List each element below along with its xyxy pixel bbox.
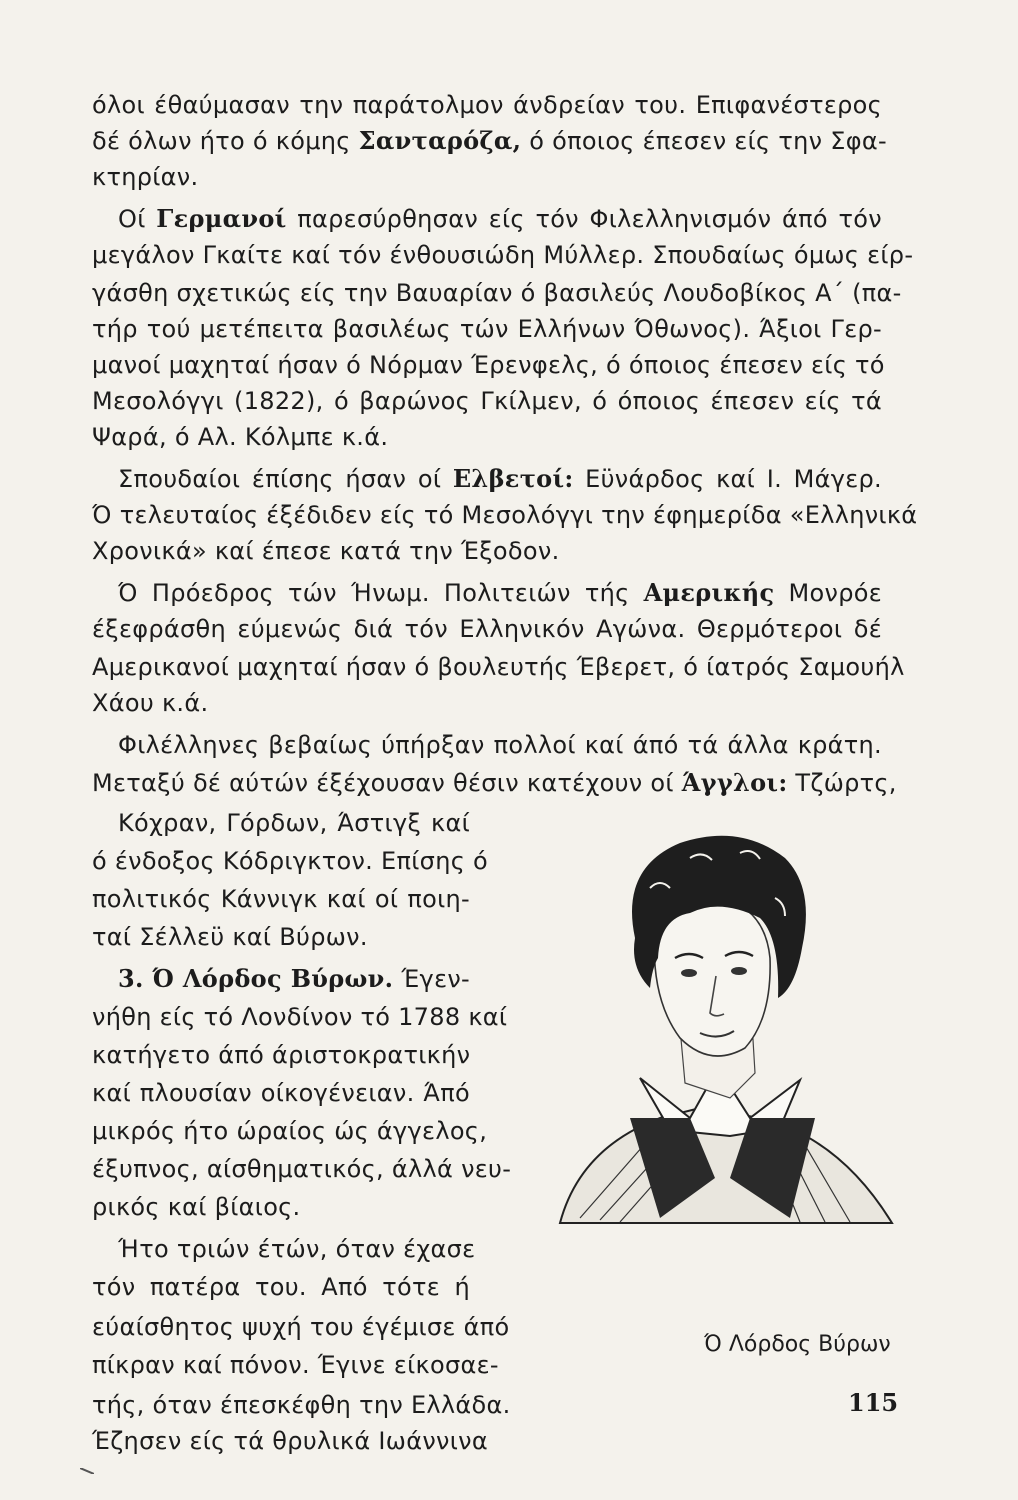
text-segment: γάσθη σχετικώς είς την Βαυαρίαν ό βασιλεύς Λουδοβίκος Α΄ (πα- bbox=[92, 279, 902, 307]
text-line bbox=[92, 1388, 511, 1422]
bold-term: 3. Ό Λόρδος Βύρων. bbox=[118, 964, 394, 993]
bold-term: Αμερικής bbox=[643, 578, 775, 607]
page-number: 115 bbox=[848, 1388, 899, 1417]
text-line bbox=[118, 728, 882, 762]
text-segment: Ό τελευταίος έξέδιδεν είς τό Μεσολόγγι την έφημερίδα «Ελληνικά bbox=[92, 501, 918, 529]
text-segment: Μεσολόγγι (1822), ό βαρώνος Γκίλμεν, ό όποιος έπεσεν είς τά bbox=[92, 387, 882, 415]
text-segment: όλοι έθαύμασαν την παράτολμον άνδρείαν του. Επιφανέστερος bbox=[92, 91, 882, 119]
text-line bbox=[92, 1270, 470, 1304]
bold-term: Άγγλοι: bbox=[681, 768, 788, 797]
text-line bbox=[92, 160, 882, 194]
text-line bbox=[92, 612, 882, 646]
text-segment: τής, όταν έπεσκέφθη την Ελλάδα. bbox=[92, 1391, 511, 1419]
bold-term: Σανταρόζα, bbox=[358, 126, 522, 155]
text-segment: Εϋνάρδος καί Ι. Μάγερ. bbox=[573, 465, 882, 493]
text-segment: έξεφράσθη εύμενώς διά τόν Ελληνικόν Αγώνα. Θερμότεροι δέ bbox=[92, 615, 882, 643]
text-line bbox=[92, 766, 897, 800]
text-line bbox=[92, 420, 882, 454]
text-line bbox=[118, 202, 882, 236]
text-segment: Ό Πρόεδρος τών Ήνωμ. Πολιτειών τής bbox=[118, 579, 644, 607]
text-segment: κτηρίαν. bbox=[92, 163, 199, 191]
text-line bbox=[92, 276, 902, 310]
text-line bbox=[92, 1424, 488, 1458]
text-line bbox=[118, 962, 470, 996]
bold-term: Ελβετοί: bbox=[452, 464, 574, 493]
text-line bbox=[92, 882, 470, 916]
portrait-caption: Ό Λόρδος Βύρων bbox=[704, 1332, 891, 1357]
text-line bbox=[92, 1076, 470, 1110]
text-segment: μεγάλον Γκαίτε καί τόν ένθουσιώδη Μύλλερ. Σπουδαίως όμως είρ- bbox=[92, 241, 914, 269]
text-segment: μικρός ήτο ώραίος ώς άγγελος, bbox=[92, 1117, 488, 1145]
text-line bbox=[92, 1190, 470, 1224]
text-line bbox=[92, 1000, 508, 1034]
text-line bbox=[92, 348, 885, 382]
byron-portrait bbox=[540, 818, 912, 1238]
text-segment: ταί Σέλλεϋ καί Βύρων. bbox=[92, 923, 368, 951]
text-segment: πίκραν καί πόνον. Έγινε είκοσαε- bbox=[92, 1351, 499, 1379]
text-line bbox=[92, 124, 887, 158]
text-segment: ό όποιος έπεσεν είς την Σφα- bbox=[521, 127, 887, 155]
text-segment: Έζησεν είς τά θρυλικά Ιωάννινα bbox=[92, 1427, 488, 1455]
text-line bbox=[118, 576, 882, 610]
text-line bbox=[92, 498, 918, 532]
text-line bbox=[118, 1232, 476, 1266]
text-segment: έξυπνος, αίσθηματικός, άλλά νευ- bbox=[92, 1155, 512, 1183]
text-line bbox=[92, 650, 905, 684]
text-segment: Κόχραν, Γόρδων, Άστιγξ καί bbox=[118, 809, 470, 837]
text-segment: Σπουδαίοι έπίσης ήσαν οί bbox=[118, 465, 453, 493]
text-line bbox=[118, 806, 470, 840]
text-line bbox=[92, 238, 914, 272]
text-line bbox=[92, 534, 882, 568]
text-segment: Μονρόε bbox=[774, 579, 883, 607]
text-segment: κατήγετο άπό άριστοκρατικήν bbox=[92, 1041, 471, 1069]
text-segment: Τζώρτς, bbox=[787, 769, 897, 797]
text-segment: δέ όλων ήτο ό κόμης bbox=[92, 127, 359, 155]
text-segment: Μεταξύ δέ αύτών έξέχουσαν θέσιν κατέχουν οί bbox=[92, 769, 682, 797]
text-segment: Χρονικά» καί έπεσε κατά την Έξοδον. bbox=[92, 537, 560, 565]
text-line bbox=[92, 1152, 512, 1186]
text-segment: παρεσύρθησαν είς τόν Φιλελληνισμόν άπό τόν bbox=[286, 205, 882, 233]
text-line bbox=[92, 384, 882, 418]
text-segment: τόν πατέρα του. Από τότε ή bbox=[92, 1273, 470, 1301]
text-segment: Αμερικανοί μαχηταί ήσαν ό βουλευτής Έβερετ, ό ίατρός Σαμουήλ bbox=[92, 653, 905, 681]
text-segment: Οί bbox=[118, 205, 157, 233]
text-segment: εύαίσθητος ψυχή του έγέμισε άπό bbox=[92, 1313, 510, 1341]
text-segment: Χάου κ.ά. bbox=[92, 689, 209, 717]
text-segment: Ήτο τριών έτών, όταν έχασε bbox=[118, 1235, 476, 1263]
text-segment: Φιλέλληνες βεβαίως ύπήρξαν πολλοί καί άπό τά άλλα κράτη. bbox=[118, 731, 882, 759]
text-line bbox=[92, 686, 882, 720]
text-line bbox=[92, 1114, 488, 1148]
text-segment: ρικός καί βίαιος. bbox=[92, 1193, 301, 1221]
bold-term: Γερμανοί bbox=[156, 204, 287, 233]
text-line bbox=[92, 1038, 470, 1072]
text-segment: Ψαρά, ό Αλ. Κόλμπε κ.ά. bbox=[92, 423, 389, 451]
text-line bbox=[92, 920, 470, 954]
text-segment: ό ένδοξος Κόδριγκτον. Επίσης ό bbox=[92, 847, 488, 875]
text-segment: μανοί μαχηταί ήσαν ό Νόρμαν Έρενφελς, ό όποιος έπεσεν είς τό bbox=[92, 351, 885, 379]
text-segment: πολιτικός Κάννιγκ καί οί ποιη- bbox=[92, 885, 470, 913]
text-line bbox=[92, 1348, 499, 1382]
text-segment: νήθη είς τό Λονδίνον τό 1788 καί bbox=[92, 1003, 508, 1031]
text-line bbox=[92, 88, 882, 122]
text-line bbox=[92, 844, 488, 878]
text-segment: τήρ τού μετέπειτα βασιλέως τών Ελλήνων Όθωνος). Άξιοι Γερ- bbox=[92, 315, 882, 343]
text-line bbox=[118, 462, 882, 496]
text-line bbox=[92, 312, 882, 346]
text-segment: Έγεν- bbox=[393, 965, 471, 993]
text-line bbox=[92, 1310, 510, 1344]
scan-mark-icon bbox=[80, 1468, 94, 1474]
text-segment: καί πλουσίαν οίκογένειαν. Άπό bbox=[92, 1079, 470, 1107]
